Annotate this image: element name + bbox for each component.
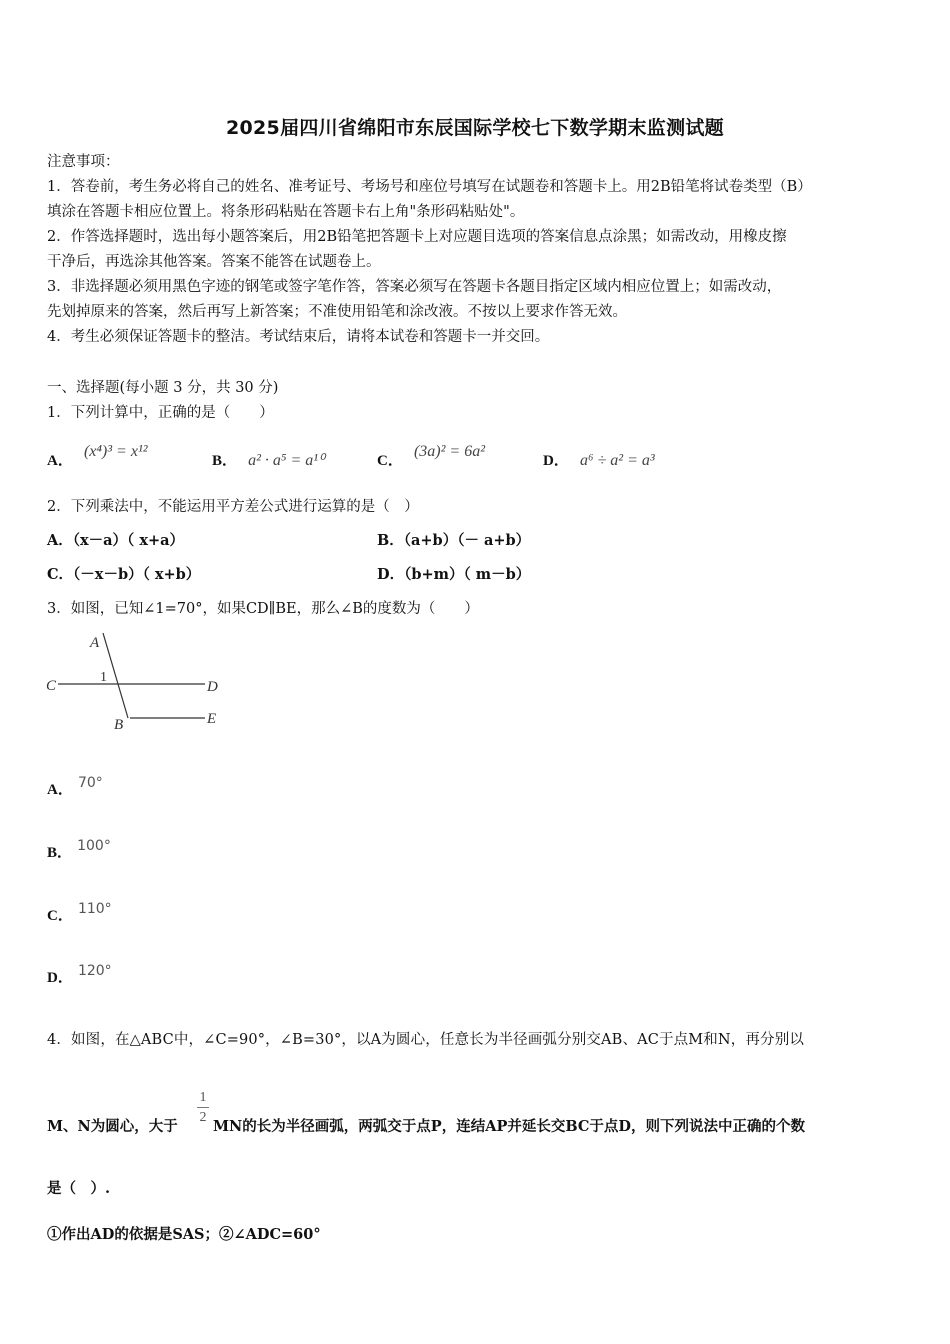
notice-line: 2．作答选择题时，选出每小题答案后，用2B铅笔把答题卡上对应题目选项的答案信息点涂黑；如需改动，用橡皮擦 bbox=[47, 229, 787, 245]
question-4-line4: ①作出AD的依据是SAS；②∠ADC=60° bbox=[47, 1226, 321, 1243]
q2-option-c[interactable] bbox=[47, 563, 200, 584]
label-1: 1 bbox=[100, 670, 107, 685]
label-b: B bbox=[114, 717, 124, 733]
q1-option-d[interactable] bbox=[543, 440, 655, 469]
label-c: C bbox=[46, 678, 57, 694]
option-value: 100° bbox=[77, 838, 111, 854]
question-4-line2a: M、N为圆心，大于 bbox=[47, 1118, 178, 1135]
option-label: B． bbox=[47, 845, 73, 861]
page-title: 2025届四川省绵阳市东辰国际学校七下数学期末监测试题 bbox=[226, 117, 724, 139]
option-label: D． bbox=[543, 453, 569, 469]
q3-option-b[interactable] bbox=[47, 834, 111, 861]
notice-line: 干净后，再选涂其他答案。答案不能答在试题卷上。 bbox=[47, 254, 381, 270]
option-text: （x－a）（ x+a） bbox=[72, 532, 185, 549]
q2-option-d[interactable] bbox=[377, 563, 530, 584]
fraction-denominator: 2 bbox=[199, 1110, 207, 1125]
option-label: B． bbox=[377, 532, 404, 549]
section-heading: 一、选择题(每小题 3 分，共 30 分) bbox=[47, 380, 279, 396]
option-value: 70° bbox=[77, 775, 103, 791]
question-4-line3: 是（ ）. bbox=[47, 1180, 111, 1197]
q3-figure bbox=[40, 625, 240, 740]
option-text: （－x－b）（ x+b） bbox=[73, 566, 201, 583]
q3-option-c[interactable] bbox=[47, 897, 112, 924]
option-label: A． bbox=[47, 782, 73, 798]
label-e: E bbox=[207, 711, 217, 727]
option-label: D． bbox=[47, 970, 73, 986]
q3-option-d[interactable] bbox=[47, 959, 112, 986]
question-1-stem: 1．下列计算中，正确的是（ ） bbox=[47, 405, 274, 421]
notice-line: 1．答卷前，考生务必将自己的姓名、准考证号、考场号和座位号填写在试题卷和答题卡上。用2B铅笔将试卷类型（B） bbox=[47, 179, 812, 195]
notice-line: 3．非选择题必须用黑色字迹的钢笔或签字笔作答，答案必须写在答题卡各题目指定区域内相应位置上；如需改动， bbox=[47, 279, 782, 295]
notice-heading: 注意事项： bbox=[47, 154, 120, 170]
option-math: (x⁴)³ = x¹² bbox=[83, 443, 148, 460]
q1-option-a[interactable] bbox=[47, 440, 148, 469]
option-label: C． bbox=[47, 908, 73, 924]
option-label: C． bbox=[377, 453, 403, 469]
option-label: A． bbox=[47, 453, 73, 469]
option-math: a² · a⁵ = a¹⁰ bbox=[248, 452, 325, 469]
question-4-line2b: MN的长为半径画弧，两弧交于点P，连结AP并延长交BC于点D，则下列说法中正确的个数 bbox=[213, 1118, 805, 1135]
notice-line: 先划掉原来的答案，然后再写上新答案；不准使用铅笔和涂改液。不按以上要求作答无效。 bbox=[47, 304, 627, 320]
option-label: D． bbox=[377, 566, 405, 583]
option-label: B． bbox=[212, 453, 238, 469]
option-text: （b+m）（ m－b） bbox=[404, 566, 531, 583]
notice-line: 填涂在答题卡相应位置上。将条形码粘贴在答题卡右上角"条形码粘贴处"。 bbox=[47, 204, 525, 220]
option-value: 120° bbox=[77, 963, 112, 979]
q1-option-c[interactable] bbox=[377, 440, 485, 469]
option-value: 110° bbox=[77, 901, 112, 917]
option-text: （a+b）（－ a+b） bbox=[403, 532, 531, 549]
label-a: A bbox=[90, 635, 100, 651]
question-2-stem: 2．下列乘法中，不能运用平方差公式进行运算的是（ ） bbox=[47, 499, 419, 515]
q3-option-a[interactable] bbox=[47, 771, 103, 798]
fraction-numerator: 1 bbox=[199, 1090, 207, 1105]
label-d: D bbox=[207, 679, 218, 695]
fraction-half bbox=[196, 1089, 210, 1126]
q1-option-b[interactable] bbox=[212, 440, 325, 469]
q2-option-a[interactable] bbox=[47, 529, 184, 550]
question-4-line1: 4．如图，在△ABC中，∠C=90°，∠B=30°，以A为圆心，任意长为半径画弧分别交AB、AC于点M和N，再分别以 bbox=[47, 1032, 805, 1048]
q2-option-b[interactable] bbox=[377, 529, 530, 550]
question-3-stem: 3．如图，已知∠1=70°，如果CD∥BE，那么∠B的度数为（ ） bbox=[47, 601, 479, 617]
option-math: (3a)² = 6a² bbox=[413, 443, 485, 460]
option-math: a⁶ ÷ a² = a³ bbox=[579, 452, 655, 469]
notice-line: 4．考生必须保证答题卡的整洁。考试结束后，请将本试卷和答题卡一并交回。 bbox=[47, 329, 550, 345]
option-label: C． bbox=[47, 566, 74, 583]
option-label: A． bbox=[47, 532, 73, 549]
